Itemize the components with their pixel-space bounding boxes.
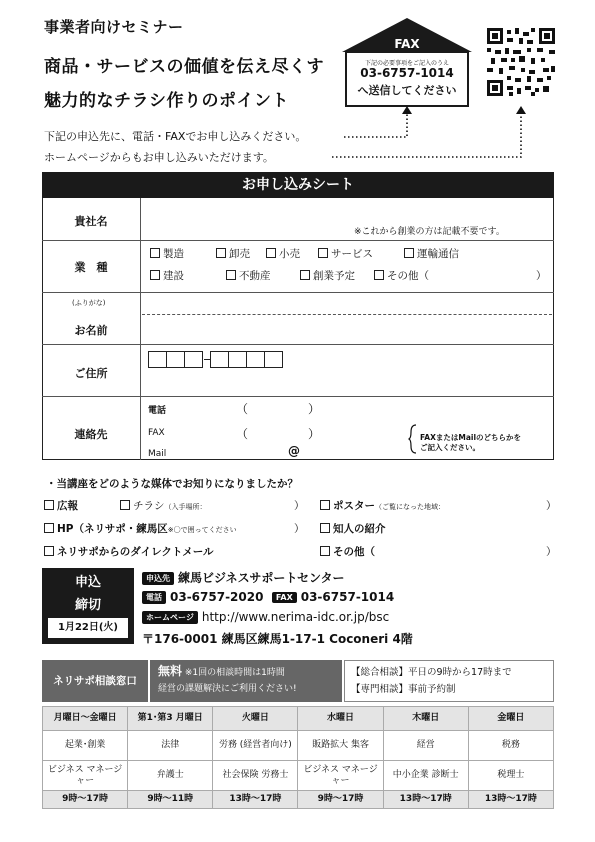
day-cell: 木曜日 — [383, 707, 468, 731]
phone-label: 電話 — [148, 406, 167, 416]
day-cell: 月曜日～金曜日 — [43, 707, 128, 731]
expert-cell: ビジネス マネージャー — [43, 761, 128, 791]
form-column-divider — [140, 198, 141, 460]
hp-tag: ホームページ — [142, 611, 198, 624]
mail-label: Mail — [148, 449, 167, 459]
topic-cell: 労務 (経営者向け) — [213, 731, 298, 761]
media-checkbox-other[interactable]: その他（ — [320, 544, 375, 559]
media-checkbox-poster[interactable]: ポスター（ご覧になった地域： — [320, 498, 445, 513]
consultation-table — [42, 706, 554, 809]
free-line2: 経営の課題解決にご利用ください! — [158, 684, 297, 694]
time-cell: 9時～17時 — [43, 791, 128, 809]
name-label: お名前 — [74, 324, 108, 337]
fax-tag: FAX — [272, 592, 297, 603]
expert-cell: 社会保険 労務士 — [213, 761, 298, 791]
contact-label: 連絡先 — [74, 428, 108, 441]
industry-checkbox-realestate[interactable]: 不動産 — [226, 268, 271, 283]
media-checkbox-pamphlet[interactable]: 広報 — [44, 498, 78, 513]
consultation-schedule — [344, 660, 554, 702]
industry-label: 業 種 — [74, 261, 108, 274]
contact-phone-fax — [142, 590, 394, 604]
industry-checkbox-retail[interactable]: 小売 — [266, 246, 300, 261]
time-cell: 13時～17時 — [468, 791, 553, 809]
address-label: ご住所 — [74, 367, 108, 380]
furigana-field[interactable] — [142, 294, 552, 314]
company-note: ※これから創業の方は記載不要です。 — [354, 227, 505, 237]
fax-close-paren: ） — [308, 427, 321, 441]
address-field[interactable] — [142, 372, 552, 394]
general-consultation: 【総合相談】平日の9時から17時まで — [351, 667, 512, 678]
fax-field-label: FAX — [148, 428, 165, 438]
apply-org: 申込先 練馬ビジネスサポートセンター — [142, 569, 345, 586]
industry-checkbox-manufacturing[interactable]: 製造 — [150, 246, 184, 261]
industry-other-close: ） — [536, 270, 547, 282]
fax-label: FAX — [394, 37, 420, 51]
media-question-title: ・当講座をどのような媒体でお知りになりましたか？ — [46, 478, 298, 490]
free-label: 無料 — [158, 664, 183, 678]
seminar-title-line2: 魅力的なチラシ作りのポイント — [44, 91, 289, 111]
apply-tag: 申込先 — [142, 572, 174, 585]
time-cell: 9時～17時 — [298, 791, 383, 809]
name-field[interactable] — [142, 316, 552, 342]
phone-open-paren: （ — [236, 402, 249, 416]
media-flyer-close: ） — [294, 500, 305, 512]
fax-open-paren: （ — [236, 427, 249, 441]
media-checkbox-hp[interactable]: HP（ネリサポ・練馬区※〇で囲ってください — [44, 521, 237, 536]
seminar-title-line1: 商品・サービスの価値を伝え尽くす — [44, 57, 324, 77]
seminar-subtitle: 事業者向けセミナー — [44, 18, 184, 36]
contact-note-line1: FAXまたはMailのどちらかを — [420, 433, 522, 442]
industry-checkbox-wholesale[interactable]: 卸売 — [216, 246, 250, 261]
consultation-free-box — [150, 660, 342, 702]
fax-field[interactable] — [250, 425, 306, 441]
fax-number: 03-6757-1014 — [360, 66, 454, 80]
fax-note: 下記の必要事項をご記入のうえ — [364, 60, 449, 67]
topic-cell: 法律 — [128, 731, 213, 761]
phone-tag: 電話 — [142, 591, 166, 604]
contact-address: 〒176-0001 練馬区練馬1-17-1 Coconeri 4階 — [142, 632, 413, 646]
day-cell: 金曜日 — [468, 707, 553, 731]
media-checkbox-flyer[interactable]: チラシ（入手場所： — [120, 498, 207, 513]
deadline-title-line2: 締切 — [74, 598, 101, 613]
expert-cell: ビジネス マネージャー — [298, 761, 383, 791]
day-cell: 火曜日 — [213, 707, 298, 731]
phone-close-paren: ） — [308, 402, 321, 416]
form-title: お申し込みシート — [42, 172, 554, 198]
deadline-box — [42, 568, 134, 644]
phone-field[interactable] — [250, 400, 306, 416]
industry-checkbox-service[interactable]: サービス — [318, 246, 373, 261]
time-cell: 13時～17時 — [213, 791, 298, 809]
form-row-divider — [42, 292, 554, 293]
fax-send-text: へ送信してください — [357, 84, 457, 97]
free-note: ※1回の相談時間は1時間 — [184, 668, 285, 678]
form-row-divider — [42, 396, 554, 397]
intro-line2: ホームページからもお申し込みいただけます。 — [44, 151, 274, 164]
media-hp-close: ） — [294, 523, 305, 535]
time-cell: 13時～17時 — [383, 791, 468, 809]
mail-field[interactable] — [180, 444, 406, 460]
topic-cell: 経営 — [383, 731, 468, 761]
expert-cell: 中小企業 診断士 — [383, 761, 468, 791]
day-cell: 第1･第3 月曜日 — [128, 707, 213, 731]
time-cell: 9時～11時 — [128, 791, 213, 809]
furigana-divider — [142, 314, 552, 315]
intro-line1: 下記の申込先に、電話・FAXでお申し込みください。 — [44, 130, 307, 143]
media-poster-close: ） — [546, 500, 557, 512]
special-consultation: 【専門相談】事前予約制 — [351, 684, 456, 695]
industry-checkbox-startup[interactable]: 創業予定 — [300, 268, 355, 283]
furigana-label: (ふりがな) — [72, 299, 106, 307]
media-other-close: ） — [546, 546, 557, 558]
expert-cell: 弁護士 — [128, 761, 213, 791]
contact-note-line2: ご記入ください。 — [420, 443, 480, 452]
topic-cell: 起業･創業 — [43, 731, 128, 761]
topic-cell: 税務 — [468, 731, 553, 761]
day-cell: 水曜日 — [298, 707, 383, 731]
brace-icon — [408, 424, 418, 454]
expert-cell: 税理士 — [468, 761, 553, 791]
industry-checkbox-other[interactable]: その他（ — [374, 268, 429, 283]
deadline-date: 1月22日(火) — [48, 618, 128, 638]
contact-phone: 03-6757-2020 — [170, 590, 264, 604]
mail-at-mark: @ — [288, 444, 300, 458]
media-checkbox-direct-mail[interactable]: ネリサポからのダイレクトメール — [44, 544, 214, 559]
topic-cell: 販路拡大 集客 — [298, 731, 383, 761]
consultation-head: ネリサポ相談窓口 — [42, 660, 148, 702]
contact-url[interactable]: ホームページ http://www.nerima-idc.or.jp/bsc — [142, 610, 389, 624]
company-label: 貴社名 — [74, 215, 108, 228]
industry-checkbox-construction[interactable]: 建設 — [150, 268, 184, 283]
industry-checkbox-transport[interactable]: 運輸通信 — [404, 246, 459, 261]
deadline-title-line1: 申込 — [74, 575, 101, 590]
form-row-divider — [42, 240, 554, 241]
qr-code-icon[interactable] — [487, 28, 555, 96]
form-row-divider — [42, 344, 554, 345]
media-checkbox-referral[interactable]: 知人の紹介 — [320, 521, 386, 536]
contact-fax: 03-6757-1014 — [300, 590, 395, 604]
